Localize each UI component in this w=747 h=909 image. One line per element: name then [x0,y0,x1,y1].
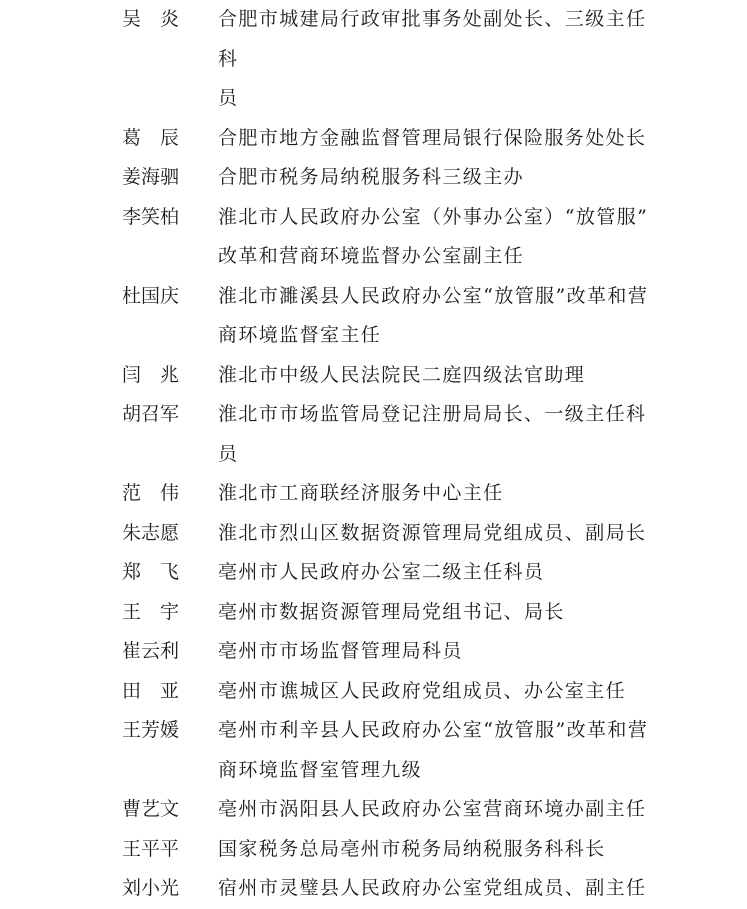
person-position: 国家税务总局亳州市税务局纳税服务科科长 [218,837,606,860]
list-item [0,277,747,356]
person-position: 淮北市人民政府办公室（外事办公室）“放管服” 改革和营商环境监督办公室副主任 [218,205,649,267]
person-name: 葛 辰 [122,126,180,149]
person-name: 朱志愿 [122,521,180,544]
person-position: 宿州市灵璧县人民政府办公室党组成员、副主任 [218,877,647,899]
person-name: 刘小光 [122,877,180,899]
person-name: 曹艺文 [122,798,180,820]
list-item [0,514,747,554]
person-position: 淮北市烈山区数据资源管理局党组成员、副局长 [218,521,647,544]
person-position: 亳州市利辛县人民政府办公室“放管服”改革和营 商环境监督室管理九级 [218,719,649,781]
person-position: 淮北市工商联经济服务中心主任 [218,482,504,504]
person-name: 田 亚 [122,679,180,702]
person-position: 合肥市城建局行政审批事务处副处长、三级主任科 员 [218,8,647,109]
person-name: 郑 飞 [122,561,180,583]
list-item [0,869,747,909]
person-name: 范 伟 [122,482,180,504]
list-item [0,632,747,672]
person-name: 吴 炎 [122,8,180,30]
person-name: 王平平 [122,837,180,860]
person-position: 淮北市市场监管局登记注册局局长、一级主任科员 [218,403,647,465]
person-position: 淮北市濉溪县人民政府办公室“放管服”改革和营 商环境监督室主任 [218,284,649,346]
list-item [0,198,747,277]
list-item [0,790,747,830]
person-position: 亳州市市场监督管理局科员 [218,640,463,662]
person-name: 杜国庆 [122,284,180,307]
list-item [0,395,747,474]
person-position: 亳州市涡阳县人民政府办公室营商环境办副主任 [218,798,647,820]
person-name: 闫 兆 [122,363,180,386]
person-position: 合肥市税务局纳税服务科三级主办 [218,166,525,188]
list-item [0,356,747,396]
person-name: 李笑柏 [122,205,180,228]
person-position: 亳州市人民政府办公室二级主任科员 [218,561,545,583]
list-item [0,593,747,633]
person-position: 淮北市中级人民法院民二庭四级法官助理 [218,363,586,386]
list-item [0,711,747,790]
person-name: 王 宇 [122,600,180,623]
list-item [0,119,747,159]
person-name: 崔云利 [122,640,180,662]
list-item [0,553,747,593]
person-position: 亳州市数据资源管理局党组书记、局长 [218,600,565,623]
person-name: 王芳媛 [122,719,180,741]
list-item [0,158,747,198]
person-name: 胡召军 [122,403,180,425]
person-position: 合肥市地方金融监督管理局银行保险服务处处长 [218,126,647,149]
person-name: 姜海驷 [122,166,180,188]
list-item [0,0,747,119]
list-item [0,474,747,514]
list-item [0,672,747,712]
person-position: 亳州市谯城区人民政府党组成员、办公室主任 [218,679,627,702]
list-item [0,830,747,870]
